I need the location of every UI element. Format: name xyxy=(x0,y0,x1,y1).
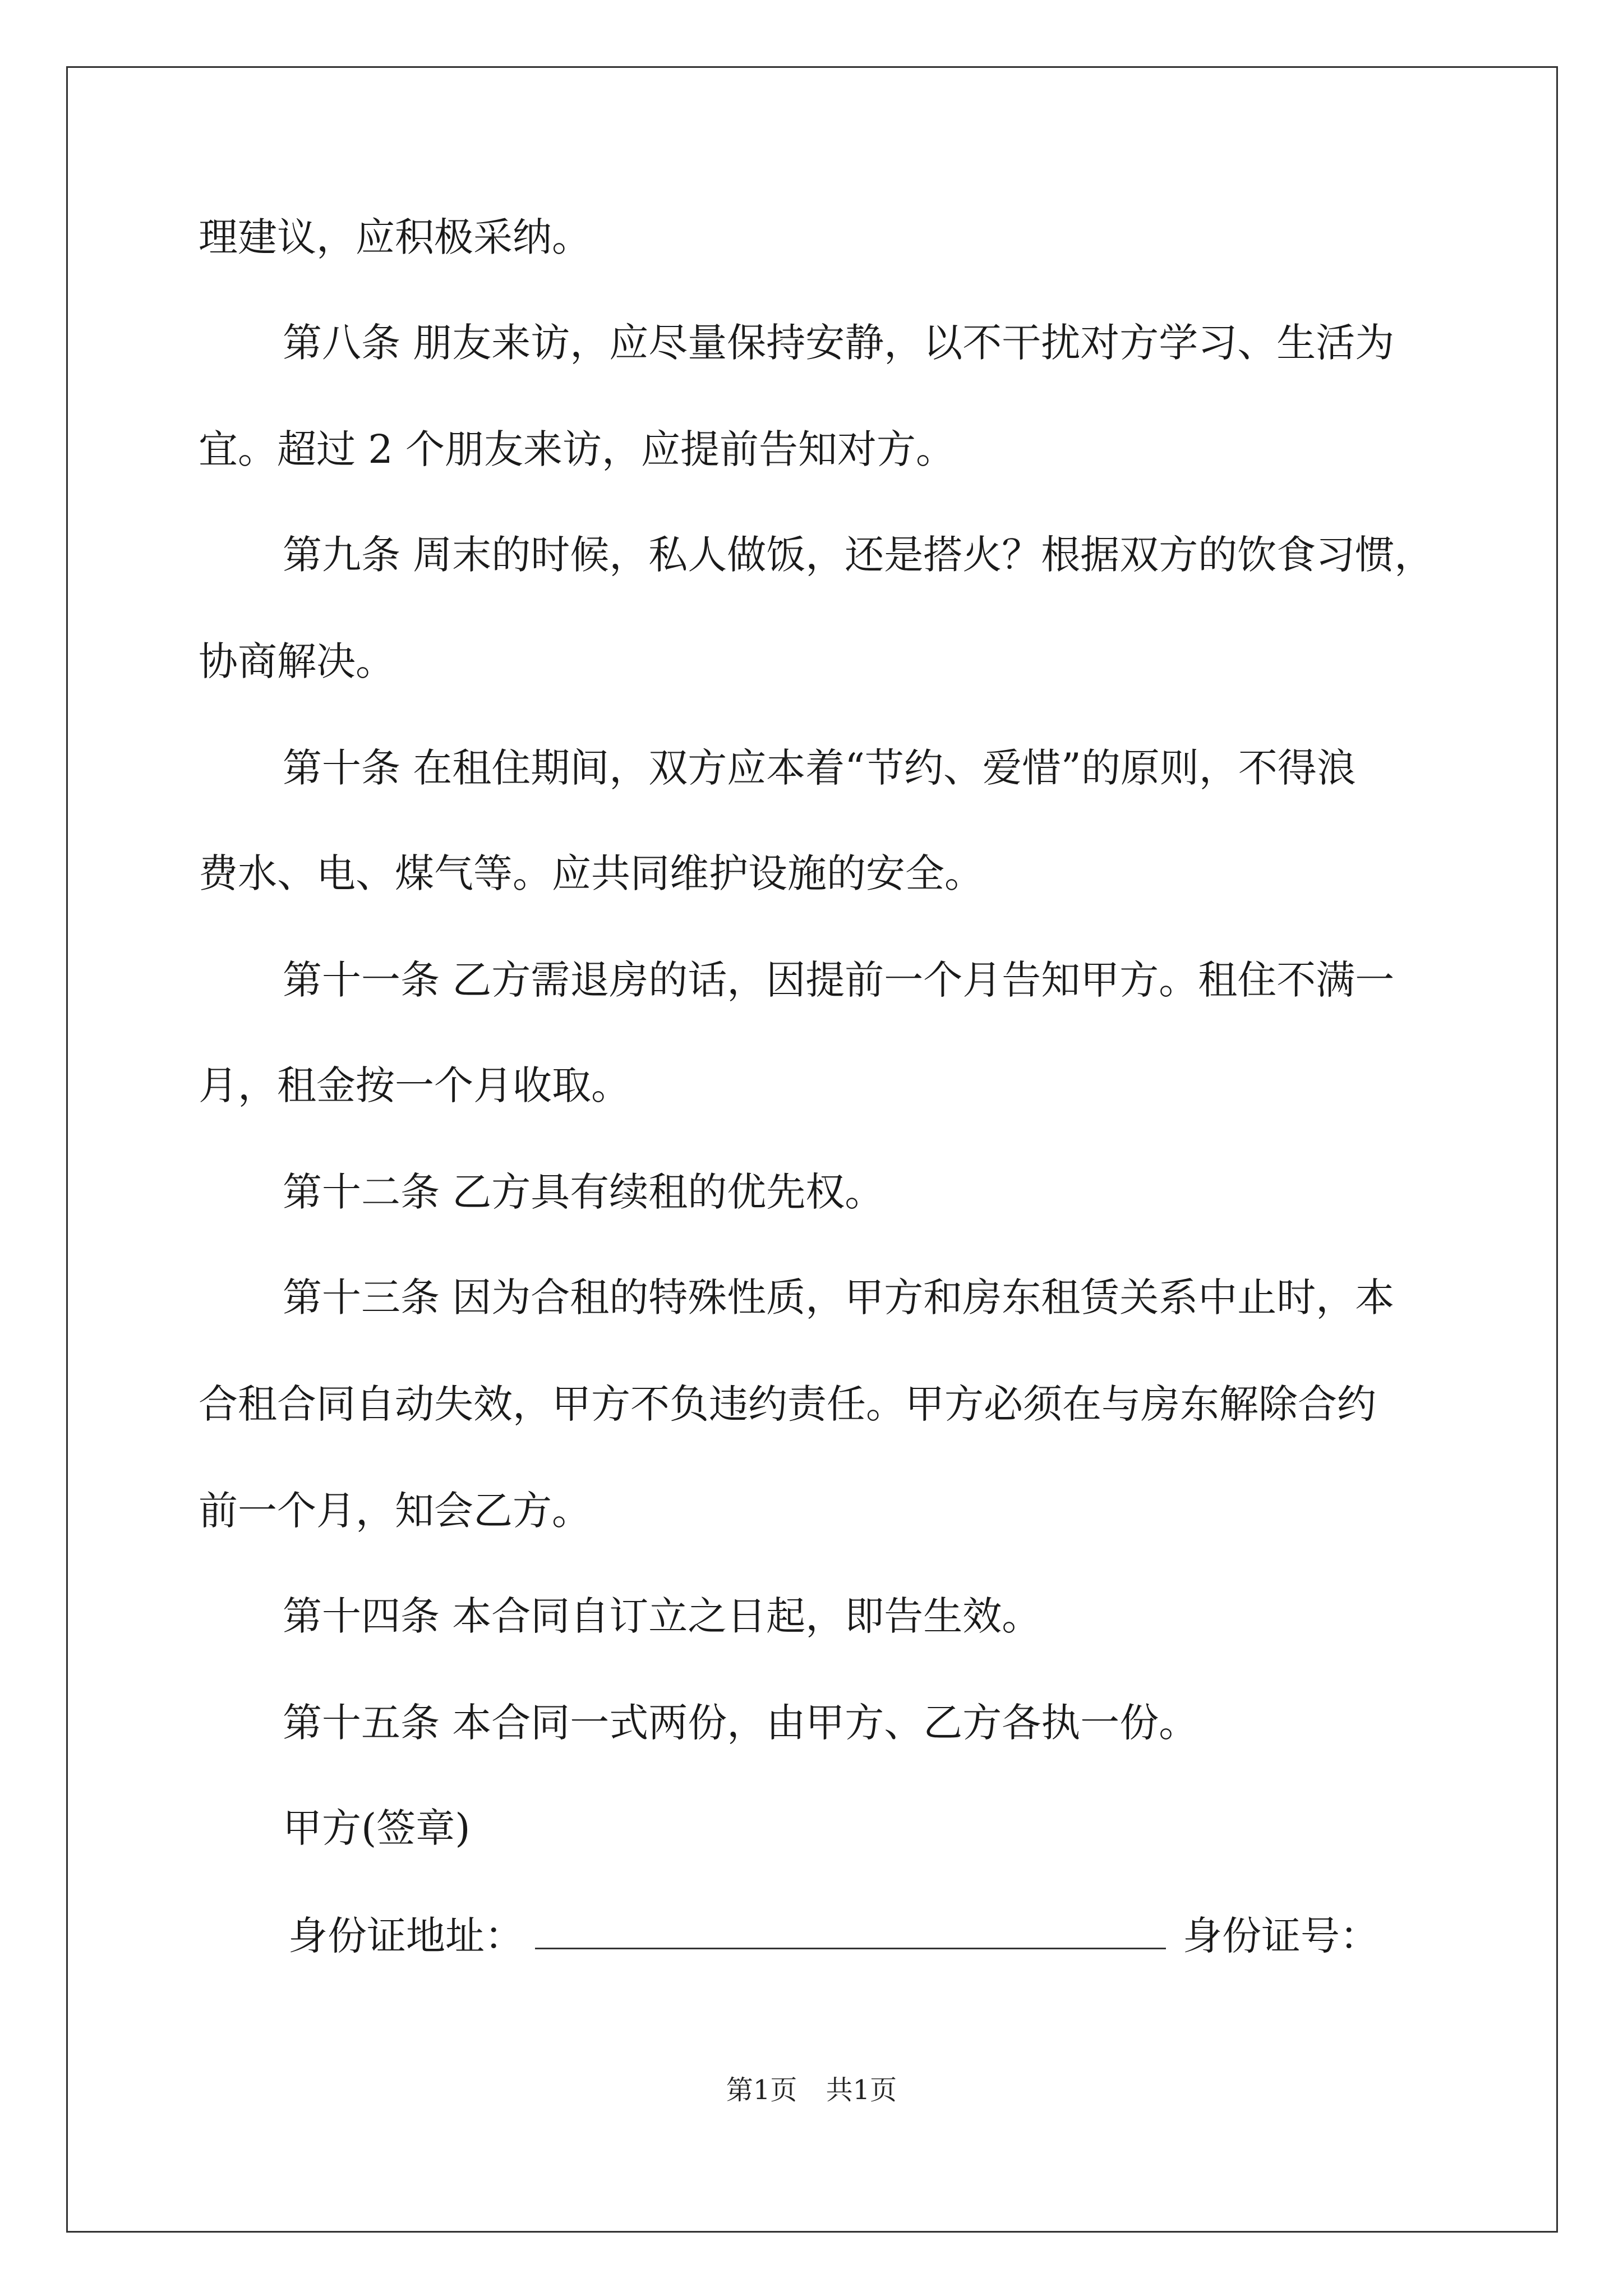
article-10-line-1: 第十条 在租住期间，双方应本着“节约、爱惜”的原则，不得浪 xyxy=(283,745,1356,791)
article-12-line: 第十二条 乙方具有续租的优先权。 xyxy=(283,1169,884,1215)
id-address-field[interactable] xyxy=(535,1915,1166,1949)
article-10-line-2: 费水、电、煤气等。应共同维护设施的安全。 xyxy=(199,850,984,896)
article-9-line-2: 协商解决。 xyxy=(199,638,395,684)
page-number: 第1页 xyxy=(726,2074,797,2106)
page-frame xyxy=(66,66,1558,2233)
party-a-signature-label: 甲方(签章) xyxy=(283,1805,471,1851)
article-13-line-1: 第十三条 因为合租的特殊性质，甲方和房东租赁关系中止时，本 xyxy=(283,1274,1395,1320)
article-9-line-1: 第九条 周末的时候，私人做饭，还是搭火？根据双方的饮食习惯， xyxy=(283,532,1434,578)
article-8-line-1: 第八条 朋友来访，应尽量保持安静，以不干扰对方学习、生活为 xyxy=(283,320,1395,366)
article-13-line-2: 合租合同自动失效，甲方不负违约责任。甲方必须在与房东解除合约 xyxy=(199,1381,1376,1427)
id-address-label: 身份证地址： xyxy=(288,1913,524,1959)
paragraph-line: 理建议，应积极采纳。 xyxy=(199,214,591,260)
article-15-line: 第十五条 本合同一式两份，由甲方、乙方各执一份。 xyxy=(283,1700,1198,1746)
page-footer xyxy=(0,2074,1623,2106)
article-8-line-2: 宜。超过 2 个朋友来访，应提前告知对方。 xyxy=(199,426,956,472)
article-14-line: 第十四条 本合同自订立之日起，即告生效。 xyxy=(283,1593,1041,1639)
id-number-label: 身份证号： xyxy=(1183,1913,1379,1959)
page-total: 共1页 xyxy=(826,2074,897,2106)
article-13-line-3: 前一个月，知会乙方。 xyxy=(199,1488,591,1534)
signature-line xyxy=(288,1913,1379,1959)
article-11-line-1: 第十一条 乙方需退房的话，因提前一个月告知甲方。租住不满一 xyxy=(283,957,1395,1003)
article-11-line-2: 月，租金按一个月收取。 xyxy=(199,1062,630,1108)
